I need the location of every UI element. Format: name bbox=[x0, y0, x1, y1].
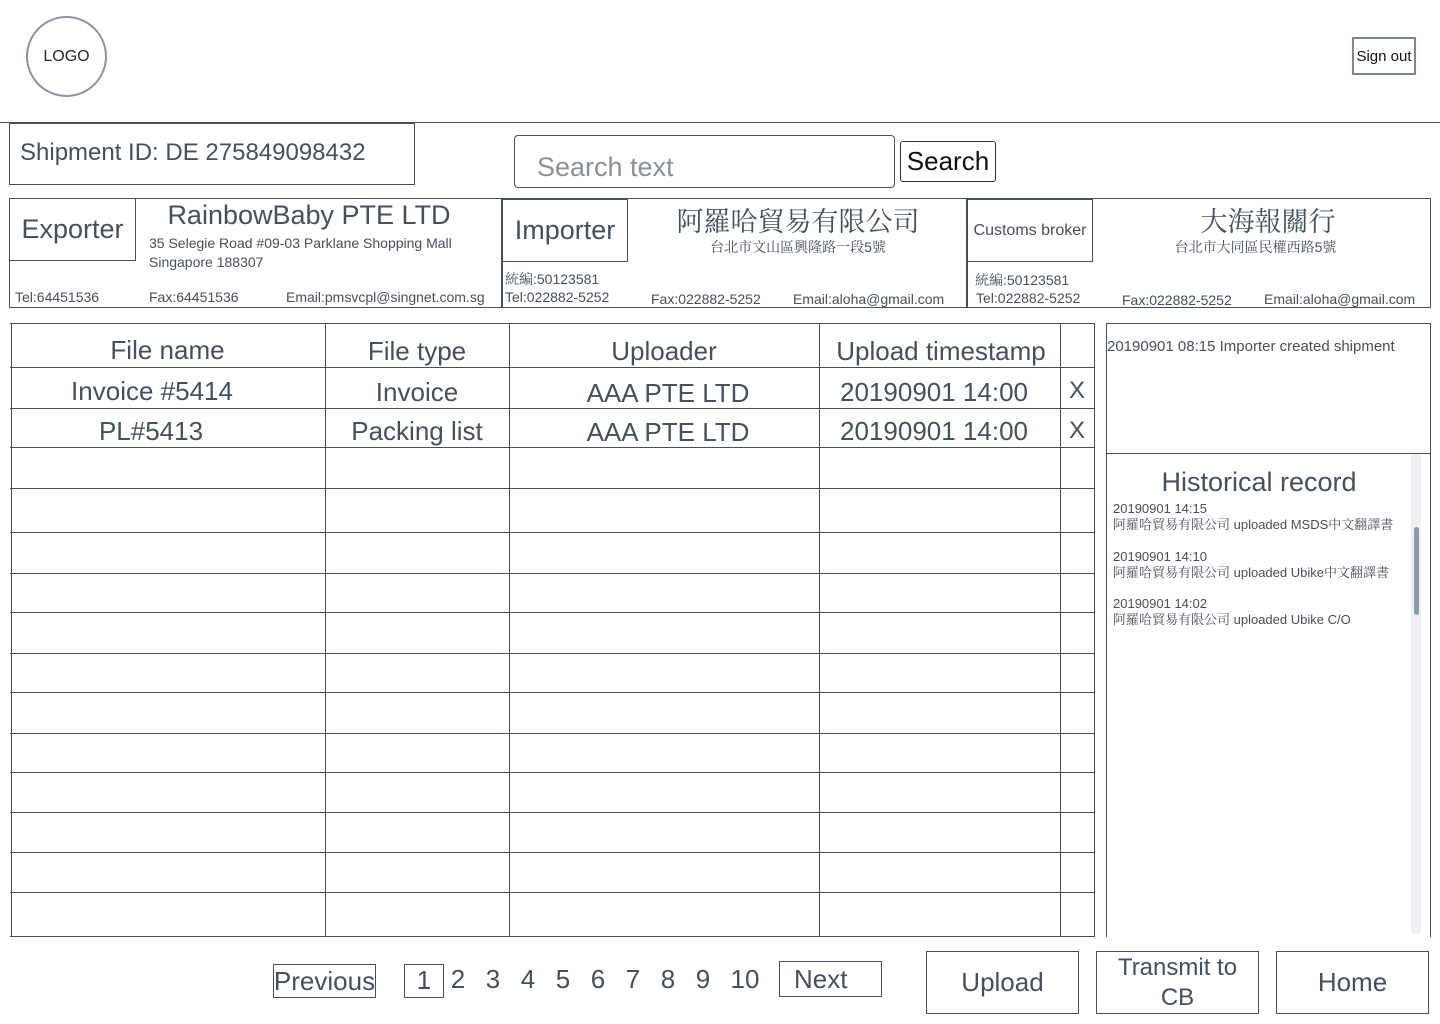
broker-address: 台北市大同區民權西路5號 bbox=[1174, 239, 1337, 255]
exporter-name: RainbowBaby PTE LTD bbox=[167, 200, 451, 230]
column-header-file-type: File type bbox=[367, 336, 467, 366]
logo-text: LOGO bbox=[43, 47, 90, 65]
table-row-1-file-name[interactable]: Invoice #5414 bbox=[71, 376, 233, 406]
broker-tax-id: 統編:50123581 bbox=[975, 272, 1070, 288]
table-row-2-delete-button[interactable]: X bbox=[1068, 417, 1085, 444]
importer-tax-id: 統編:50123581 bbox=[505, 271, 600, 287]
table-row-2-file-name[interactable]: PL#5413 bbox=[98, 416, 204, 446]
importer-fax: Fax:022882-5252 bbox=[651, 291, 761, 307]
history-item-1-time: 20190901 14:15 bbox=[1113, 501, 1207, 516]
exporter-tel: Tel:64451536 bbox=[15, 289, 100, 305]
importer-name: 阿羅哈貿易有限公司 bbox=[676, 207, 920, 237]
importer-address: 台北市文山區興隆路一段5號 bbox=[710, 239, 886, 255]
page-4-button[interactable]: 4 bbox=[520, 964, 536, 994]
history-item-2-text: 阿羅哈貿易有限公司 uploaded Ubike中文翻譯書 bbox=[1113, 565, 1389, 580]
column-header-upload-timestamp: Upload timestamp bbox=[836, 336, 1046, 366]
previous-page-button[interactable]: Previous bbox=[273, 964, 376, 998]
page-7-button[interactable]: 7 bbox=[625, 964, 641, 994]
exporter-tag: Exporter bbox=[9, 198, 136, 261]
broker-tag: Customs broker bbox=[967, 199, 1093, 262]
page-1-button[interactable]: 1 bbox=[404, 964, 444, 998]
upload-button[interactable]: Upload bbox=[926, 951, 1079, 1014]
broker-email: Email:aloha@gmail.com bbox=[1264, 291, 1416, 307]
page-6-button[interactable]: 6 bbox=[590, 964, 606, 994]
table-row-1-delete-button[interactable]: X bbox=[1068, 377, 1085, 404]
side-panel bbox=[1106, 323, 1431, 937]
side-panel-divider bbox=[1106, 453, 1431, 454]
exporter-address-line2: Singapore 188307 bbox=[149, 254, 264, 270]
table-row-2-timestamp: 20190901 14:00 bbox=[840, 416, 1028, 446]
table-row-2-file-type: Packing list bbox=[351, 416, 483, 446]
shipment-id: Shipment ID: DE 275849098432 bbox=[9, 123, 415, 185]
broker-name: 大海報關行 bbox=[1200, 207, 1336, 237]
page-8-button[interactable]: 8 bbox=[660, 964, 676, 994]
page-2-button[interactable]: 2 bbox=[450, 964, 466, 994]
search-input[interactable] bbox=[514, 135, 895, 188]
exporter-fax: Fax:64451536 bbox=[149, 289, 239, 305]
broker-tel: Tel:022882-5252 bbox=[976, 290, 1081, 306]
history-item-1-text: 阿羅哈貿易有限公司 uploaded MSDS中文翻譯書 bbox=[1113, 517, 1394, 532]
transmit-to-cb-button[interactable]: Transmit to CB bbox=[1096, 951, 1259, 1014]
page-5-button[interactable]: 5 bbox=[555, 964, 571, 994]
table-row-1-file-type: Invoice bbox=[375, 377, 459, 407]
page-3-button[interactable]: 3 bbox=[485, 964, 501, 994]
column-header-uploader: Uploader bbox=[611, 336, 717, 366]
history-item-2-time: 20190901 14:10 bbox=[1113, 549, 1207, 564]
sign-out-button[interactable]: Sign out bbox=[1352, 37, 1416, 75]
history-title: Historical record bbox=[1161, 467, 1357, 497]
page-9-button[interactable]: 9 bbox=[695, 964, 711, 994]
table-row-1-uploader: AAA PTE LTD bbox=[586, 378, 750, 408]
history-scrollbar-thumb[interactable] bbox=[1414, 527, 1419, 615]
page-10-button[interactable]: 10 bbox=[730, 964, 760, 994]
importer-tel: Tel:022882-5252 bbox=[505, 289, 610, 305]
history-list bbox=[1113, 501, 1403, 628]
exporter-address-line1: 35 Selegie Road #09-03 Parklane Shopping Mall bbox=[149, 235, 452, 251]
search-button[interactable]: Search bbox=[900, 141, 996, 182]
exporter-email: Email:pmsvcpl@singnet.com.sg bbox=[286, 289, 485, 305]
importer-email: Email:aloha@gmail.com bbox=[793, 291, 945, 307]
next-page-button[interactable]: Next bbox=[779, 961, 882, 997]
files-table bbox=[10, 323, 1095, 937]
history-item-3-text: 阿羅哈貿易有限公司 uploaded Ubike C/O bbox=[1113, 612, 1351, 627]
broker-fax: Fax:022882-5252 bbox=[1122, 292, 1232, 308]
home-button[interactable]: Home bbox=[1276, 951, 1429, 1014]
column-header-file-name: File name bbox=[110, 335, 225, 365]
status-log: 20190901 08:15 Importer created shipment bbox=[1107, 338, 1395, 355]
table-row-2-uploader: AAA PTE LTD bbox=[586, 417, 750, 447]
table-row-1-timestamp: 20190901 14:00 bbox=[840, 377, 1028, 407]
history-item-3-time: 20190901 14:02 bbox=[1113, 596, 1207, 611]
importer-tag: Importer bbox=[502, 199, 628, 262]
logo bbox=[26, 16, 107, 97]
